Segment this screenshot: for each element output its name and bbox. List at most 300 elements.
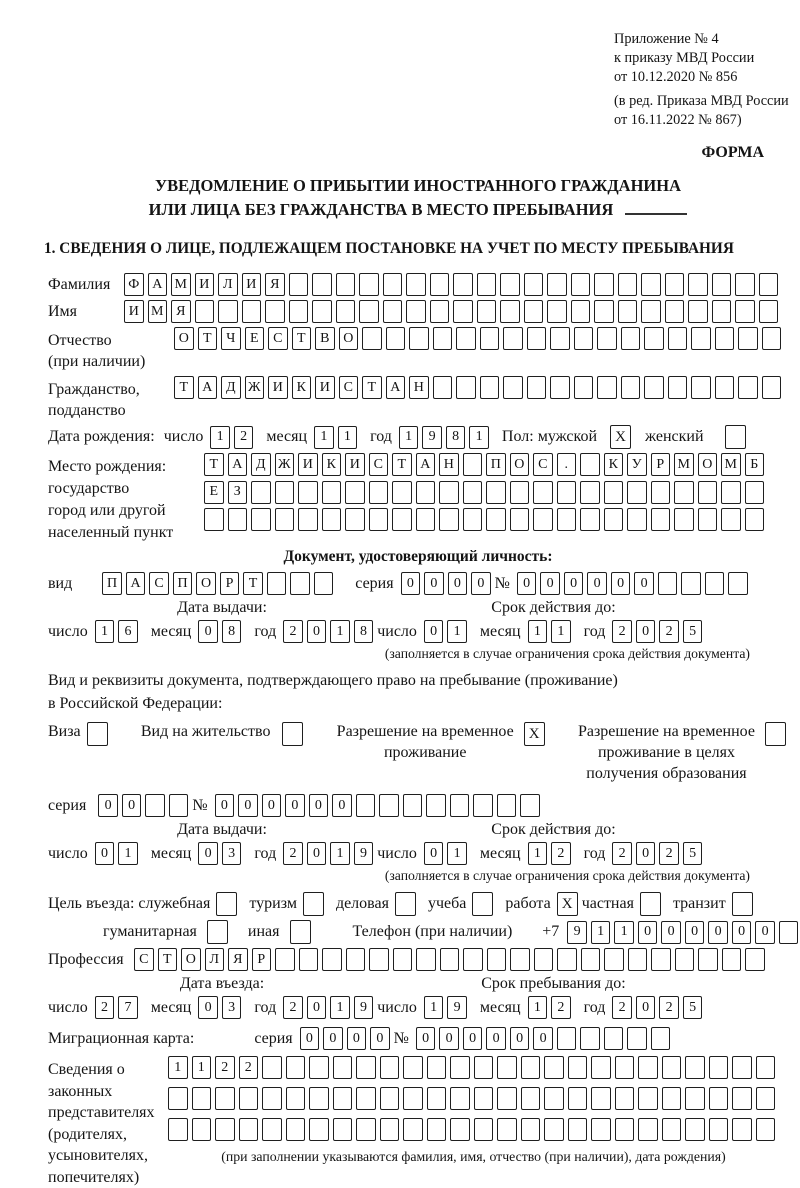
char-cell[interactable]: 0 [448, 572, 468, 595]
char-cell[interactable] [524, 300, 544, 323]
char-cell[interactable] [286, 1118, 306, 1141]
char-cell[interactable]: 0 [638, 921, 658, 944]
char-cell[interactable] [497, 1087, 517, 1110]
char-cell[interactable] [275, 948, 295, 971]
purpose-official-checkbox[interactable] [216, 892, 237, 916]
char-cell[interactable]: С [268, 327, 288, 350]
char-cell[interactable] [675, 948, 695, 971]
char-cell[interactable]: 1 [528, 996, 548, 1019]
char-cell[interactable] [762, 327, 782, 350]
char-cell[interactable] [604, 481, 624, 504]
char-cell[interactable] [618, 300, 638, 323]
char-cell[interactable] [500, 300, 520, 323]
char-cell[interactable]: В [315, 327, 335, 350]
char-cell[interactable] [474, 1087, 494, 1110]
char-cell[interactable] [473, 794, 493, 817]
char-cell[interactable] [345, 481, 365, 504]
char-cell[interactable] [486, 508, 506, 531]
char-cell[interactable]: 0 [424, 572, 444, 595]
char-cell[interactable] [406, 273, 426, 296]
char-cell[interactable] [463, 508, 483, 531]
char-cell[interactable]: И [124, 300, 144, 323]
char-cell[interactable]: И [195, 273, 215, 296]
purpose-humanitarian-checkbox[interactable] [207, 920, 228, 944]
char-cell[interactable]: 0 [323, 1027, 343, 1050]
char-cell[interactable]: 8 [222, 620, 242, 643]
char-cell[interactable] [638, 1087, 658, 1110]
char-cell[interactable]: 2 [215, 1056, 235, 1079]
char-cell[interactable]: Р [651, 453, 671, 476]
char-cell[interactable] [527, 327, 547, 350]
char-cell[interactable]: К [322, 453, 342, 476]
char-cell[interactable] [356, 1087, 376, 1110]
char-cell[interactable]: 1 [95, 620, 115, 643]
char-cell[interactable] [439, 481, 459, 504]
char-cell[interactable] [591, 1118, 611, 1141]
char-cell[interactable]: 2 [612, 842, 632, 865]
char-cell[interactable] [597, 327, 617, 350]
char-cell[interactable]: 0 [587, 572, 607, 595]
purpose-business-checkbox[interactable] [395, 892, 416, 916]
char-cell[interactable] [732, 1056, 752, 1079]
char-cell[interactable]: И [345, 453, 365, 476]
char-cell[interactable] [262, 1056, 282, 1079]
char-cell[interactable] [745, 508, 765, 531]
char-cell[interactable]: 9 [354, 996, 374, 1019]
char-cell[interactable] [510, 948, 530, 971]
char-cell[interactable] [662, 1056, 682, 1079]
char-cell[interactable] [641, 300, 661, 323]
char-cell[interactable] [628, 948, 648, 971]
char-cell[interactable] [557, 948, 577, 971]
char-cell[interactable]: . [557, 453, 577, 476]
char-cell[interactable]: 0 [636, 620, 656, 643]
char-cell[interactable]: Б [745, 453, 765, 476]
char-cell[interactable]: 6 [118, 620, 138, 643]
char-cell[interactable] [688, 300, 708, 323]
char-cell[interactable]: 0 [636, 996, 656, 1019]
purpose-transit-checkbox[interactable] [732, 892, 753, 916]
char-cell[interactable]: Я [171, 300, 191, 323]
char-cell[interactable] [544, 1118, 564, 1141]
char-cell[interactable]: 0 [198, 996, 218, 1019]
char-cell[interactable] [721, 481, 741, 504]
char-cell[interactable] [581, 948, 601, 971]
char-cell[interactable] [275, 481, 295, 504]
char-cell[interactable] [392, 481, 412, 504]
char-cell[interactable] [215, 1118, 235, 1141]
char-cell[interactable]: З [228, 481, 248, 504]
char-cell[interactable]: П [486, 453, 506, 476]
char-cell[interactable] [298, 508, 318, 531]
char-cell[interactable]: М [721, 453, 741, 476]
char-cell[interactable] [779, 921, 799, 944]
char-cell[interactable] [195, 300, 215, 323]
char-cell[interactable]: 2 [551, 842, 571, 865]
char-cell[interactable] [426, 794, 446, 817]
char-cell[interactable] [409, 327, 429, 350]
char-cell[interactable] [580, 453, 600, 476]
char-cell[interactable]: Л [205, 948, 225, 971]
char-cell[interactable] [698, 948, 718, 971]
char-cell[interactable] [568, 1056, 588, 1079]
char-cell[interactable]: 0 [95, 842, 115, 865]
char-cell[interactable]: 2 [612, 996, 632, 1019]
char-cell[interactable] [709, 1087, 729, 1110]
char-cell[interactable] [527, 376, 547, 399]
char-cell[interactable] [333, 1056, 353, 1079]
char-cell[interactable]: Р [220, 572, 240, 595]
char-cell[interactable] [336, 273, 356, 296]
char-cell[interactable] [439, 508, 459, 531]
char-cell[interactable] [521, 1118, 541, 1141]
char-cell[interactable] [416, 481, 436, 504]
char-cell[interactable] [547, 300, 567, 323]
char-cell[interactable]: Л [218, 273, 238, 296]
char-cell[interactable] [550, 376, 570, 399]
char-cell[interactable] [463, 948, 483, 971]
char-cell[interactable] [450, 1118, 470, 1141]
char-cell[interactable]: 1 [338, 426, 358, 449]
char-cell[interactable] [615, 1087, 635, 1110]
char-cell[interactable]: 0 [471, 572, 491, 595]
char-cell[interactable] [393, 948, 413, 971]
char-cell[interactable] [380, 1056, 400, 1079]
char-cell[interactable]: 1 [591, 921, 611, 944]
char-cell[interactable]: 0 [416, 1027, 436, 1050]
char-cell[interactable] [298, 481, 318, 504]
char-cell[interactable] [168, 1087, 188, 1110]
char-cell[interactable] [251, 508, 271, 531]
char-cell[interactable]: 2 [283, 620, 303, 643]
char-cell[interactable] [762, 376, 782, 399]
char-cell[interactable]: 0 [215, 794, 235, 817]
char-cell[interactable] [681, 572, 701, 595]
male-checkbox[interactable]: X [610, 425, 631, 449]
char-cell[interactable] [557, 508, 577, 531]
char-cell[interactable] [691, 376, 711, 399]
char-cell[interactable]: 1 [330, 996, 350, 1019]
char-cell[interactable] [497, 794, 517, 817]
char-cell[interactable] [322, 481, 342, 504]
char-cell[interactable] [477, 300, 497, 323]
char-cell[interactable]: 0 [300, 1027, 320, 1050]
char-cell[interactable]: 0 [611, 572, 631, 595]
char-cell[interactable] [322, 948, 342, 971]
char-cell[interactable] [386, 327, 406, 350]
char-cell[interactable] [262, 1087, 282, 1110]
char-cell[interactable] [463, 481, 483, 504]
char-cell[interactable] [312, 300, 332, 323]
char-cell[interactable]: Е [204, 481, 224, 504]
char-cell[interactable]: 0 [708, 921, 728, 944]
char-cell[interactable]: 0 [540, 572, 560, 595]
char-cell[interactable]: С [533, 453, 553, 476]
char-cell[interactable]: О [698, 453, 718, 476]
char-cell[interactable]: 0 [307, 620, 327, 643]
char-cell[interactable] [674, 508, 694, 531]
char-cell[interactable] [547, 273, 567, 296]
char-cell[interactable] [756, 1087, 776, 1110]
char-cell[interactable] [568, 1118, 588, 1141]
purpose-private-checkbox[interactable] [640, 892, 661, 916]
visa-checkbox[interactable] [87, 722, 108, 746]
char-cell[interactable] [497, 1118, 517, 1141]
char-cell[interactable] [192, 1118, 212, 1141]
char-cell[interactable]: 0 [634, 572, 654, 595]
char-cell[interactable]: 1 [551, 620, 571, 643]
char-cell[interactable]: 0 [332, 794, 352, 817]
char-cell[interactable] [356, 1056, 376, 1079]
char-cell[interactable]: К [604, 453, 624, 476]
char-cell[interactable] [416, 948, 436, 971]
char-cell[interactable] [309, 1087, 329, 1110]
char-cell[interactable]: М [148, 300, 168, 323]
char-cell[interactable]: Т [362, 376, 382, 399]
char-cell[interactable] [604, 1027, 624, 1050]
char-cell[interactable] [574, 376, 594, 399]
char-cell[interactable]: 2 [551, 996, 571, 1019]
char-cell[interactable] [500, 273, 520, 296]
char-cell[interactable]: 0 [309, 794, 329, 817]
char-cell[interactable] [145, 794, 165, 817]
char-cell[interactable] [685, 1118, 705, 1141]
char-cell[interactable] [503, 376, 523, 399]
char-cell[interactable]: 0 [122, 794, 142, 817]
char-cell[interactable]: Н [439, 453, 459, 476]
char-cell[interactable] [430, 273, 450, 296]
char-cell[interactable] [456, 327, 476, 350]
char-cell[interactable] [557, 481, 577, 504]
char-cell[interactable]: 1 [528, 842, 548, 865]
char-cell[interactable] [218, 300, 238, 323]
char-cell[interactable] [346, 948, 366, 971]
char-cell[interactable]: Т [158, 948, 178, 971]
char-cell[interactable]: 9 [422, 426, 442, 449]
char-cell[interactable] [533, 508, 553, 531]
char-cell[interactable] [615, 1056, 635, 1079]
char-cell[interactable] [721, 508, 741, 531]
purpose-other-checkbox[interactable] [290, 920, 311, 944]
char-cell[interactable] [480, 327, 500, 350]
char-cell[interactable]: 7 [118, 996, 138, 1019]
char-cell[interactable] [618, 273, 638, 296]
char-cell[interactable] [698, 508, 718, 531]
char-cell[interactable] [615, 1118, 635, 1141]
char-cell[interactable]: П [173, 572, 193, 595]
char-cell[interactable] [604, 508, 624, 531]
char-cell[interactable] [732, 1087, 752, 1110]
char-cell[interactable]: П [102, 572, 122, 595]
char-cell[interactable]: С [339, 376, 359, 399]
char-cell[interactable] [289, 300, 309, 323]
char-cell[interactable]: 2 [283, 996, 303, 1019]
char-cell[interactable] [571, 273, 591, 296]
char-cell[interactable]: 0 [486, 1027, 506, 1050]
char-cell[interactable]: 1 [330, 842, 350, 865]
char-cell[interactable] [356, 794, 376, 817]
char-cell[interactable] [591, 1056, 611, 1079]
char-cell[interactable]: 1 [399, 426, 419, 449]
char-cell[interactable] [336, 300, 356, 323]
char-cell[interactable] [580, 1027, 600, 1050]
char-cell[interactable] [594, 300, 614, 323]
char-cell[interactable]: 1 [330, 620, 350, 643]
char-cell[interactable] [265, 300, 285, 323]
char-cell[interactable]: Т [198, 327, 218, 350]
char-cell[interactable] [427, 1118, 447, 1141]
char-cell[interactable] [497, 1056, 517, 1079]
char-cell[interactable] [651, 481, 671, 504]
char-cell[interactable] [309, 1056, 329, 1079]
char-cell[interactable] [557, 1027, 577, 1050]
char-cell[interactable]: М [171, 273, 191, 296]
char-cell[interactable] [568, 1087, 588, 1110]
char-cell[interactable]: Т [174, 376, 194, 399]
char-cell[interactable] [712, 273, 732, 296]
char-cell[interactable] [685, 1087, 705, 1110]
char-cell[interactable]: А [198, 376, 218, 399]
char-cell[interactable] [450, 1056, 470, 1079]
char-cell[interactable] [262, 1118, 282, 1141]
char-cell[interactable] [735, 300, 755, 323]
char-cell[interactable] [314, 572, 334, 595]
char-cell[interactable] [392, 508, 412, 531]
char-cell[interactable] [369, 948, 389, 971]
char-cell[interactable] [644, 327, 664, 350]
char-cell[interactable]: А [126, 572, 146, 595]
char-cell[interactable] [574, 327, 594, 350]
char-cell[interactable]: 2 [659, 620, 679, 643]
char-cell[interactable]: 0 [98, 794, 118, 817]
char-cell[interactable] [712, 300, 732, 323]
char-cell[interactable] [715, 327, 735, 350]
char-cell[interactable] [745, 948, 765, 971]
char-cell[interactable] [433, 327, 453, 350]
char-cell[interactable] [571, 300, 591, 323]
char-cell[interactable]: 1 [210, 426, 230, 449]
char-cell[interactable]: Р [252, 948, 272, 971]
char-cell[interactable] [383, 300, 403, 323]
char-cell[interactable]: 0 [517, 572, 537, 595]
char-cell[interactable] [369, 508, 389, 531]
char-cell[interactable] [662, 1118, 682, 1141]
char-cell[interactable]: А [148, 273, 168, 296]
char-cell[interactable] [403, 1056, 423, 1079]
char-cell[interactable] [550, 327, 570, 350]
char-cell[interactable]: 0 [463, 1027, 483, 1050]
char-cell[interactable] [674, 481, 694, 504]
char-cell[interactable] [580, 508, 600, 531]
char-cell[interactable]: Ж [275, 453, 295, 476]
char-cell[interactable] [688, 273, 708, 296]
purpose-tourism-checkbox[interactable] [303, 892, 324, 916]
char-cell[interactable]: 0 [685, 921, 705, 944]
char-cell[interactable]: Т [392, 453, 412, 476]
char-cell[interactable] [433, 376, 453, 399]
char-cell[interactable] [756, 1056, 776, 1079]
char-cell[interactable] [487, 948, 507, 971]
char-cell[interactable] [359, 300, 379, 323]
residence-permit-checkbox[interactable] [282, 722, 303, 746]
char-cell[interactable] [312, 273, 332, 296]
char-cell[interactable] [403, 1118, 423, 1141]
char-cell[interactable] [486, 481, 506, 504]
char-cell[interactable]: Ж [245, 376, 265, 399]
char-cell[interactable]: 0 [732, 921, 752, 944]
char-cell[interactable]: 0 [510, 1027, 530, 1050]
char-cell[interactable] [474, 1118, 494, 1141]
char-cell[interactable] [759, 300, 779, 323]
char-cell[interactable] [594, 273, 614, 296]
char-cell[interactable] [474, 1056, 494, 1079]
char-cell[interactable]: 1 [447, 620, 467, 643]
char-cell[interactable] [638, 1056, 658, 1079]
char-cell[interactable] [597, 376, 617, 399]
char-cell[interactable] [627, 481, 647, 504]
char-cell[interactable]: 5 [683, 620, 703, 643]
char-cell[interactable] [290, 572, 310, 595]
char-cell[interactable]: 0 [307, 996, 327, 1019]
char-cell[interactable] [722, 948, 742, 971]
char-cell[interactable] [403, 794, 423, 817]
char-cell[interactable]: 5 [683, 996, 703, 1019]
char-cell[interactable]: О [181, 948, 201, 971]
char-cell[interactable]: 2 [659, 842, 679, 865]
char-cell[interactable] [359, 273, 379, 296]
char-cell[interactable] [204, 508, 224, 531]
char-cell[interactable] [715, 376, 735, 399]
char-cell[interactable] [685, 1056, 705, 1079]
char-cell[interactable]: О [339, 327, 359, 350]
char-cell[interactable]: 8 [446, 426, 466, 449]
char-cell[interactable] [580, 481, 600, 504]
char-cell[interactable]: 1 [168, 1056, 188, 1079]
temp-residence-checkbox[interactable]: X [524, 722, 545, 746]
char-cell[interactable]: 3 [222, 996, 242, 1019]
char-cell[interactable] [533, 481, 553, 504]
char-cell[interactable] [379, 794, 399, 817]
char-cell[interactable]: И [268, 376, 288, 399]
char-cell[interactable] [453, 273, 473, 296]
char-cell[interactable]: 0 [439, 1027, 459, 1050]
char-cell[interactable] [169, 794, 189, 817]
char-cell[interactable] [463, 453, 483, 476]
char-cell[interactable]: У [627, 453, 647, 476]
char-cell[interactable]: 1 [118, 842, 138, 865]
char-cell[interactable]: М [674, 453, 694, 476]
char-cell[interactable] [427, 1056, 447, 1079]
char-cell[interactable] [239, 1087, 259, 1110]
char-cell[interactable] [168, 1118, 188, 1141]
char-cell[interactable]: 0 [636, 842, 656, 865]
char-cell[interactable]: 2 [95, 996, 115, 1019]
char-cell[interactable] [503, 327, 523, 350]
char-cell[interactable]: Ч [221, 327, 241, 350]
char-cell[interactable]: 9 [567, 921, 587, 944]
char-cell[interactable]: О [174, 327, 194, 350]
char-cell[interactable]: 2 [659, 996, 679, 1019]
char-cell[interactable] [521, 1056, 541, 1079]
char-cell[interactable] [430, 300, 450, 323]
char-cell[interactable] [651, 1027, 671, 1050]
char-cell[interactable] [275, 508, 295, 531]
char-cell[interactable]: И [242, 273, 262, 296]
char-cell[interactable] [299, 948, 319, 971]
char-cell[interactable]: 1 [528, 620, 548, 643]
char-cell[interactable] [333, 1118, 353, 1141]
char-cell[interactable] [215, 1087, 235, 1110]
